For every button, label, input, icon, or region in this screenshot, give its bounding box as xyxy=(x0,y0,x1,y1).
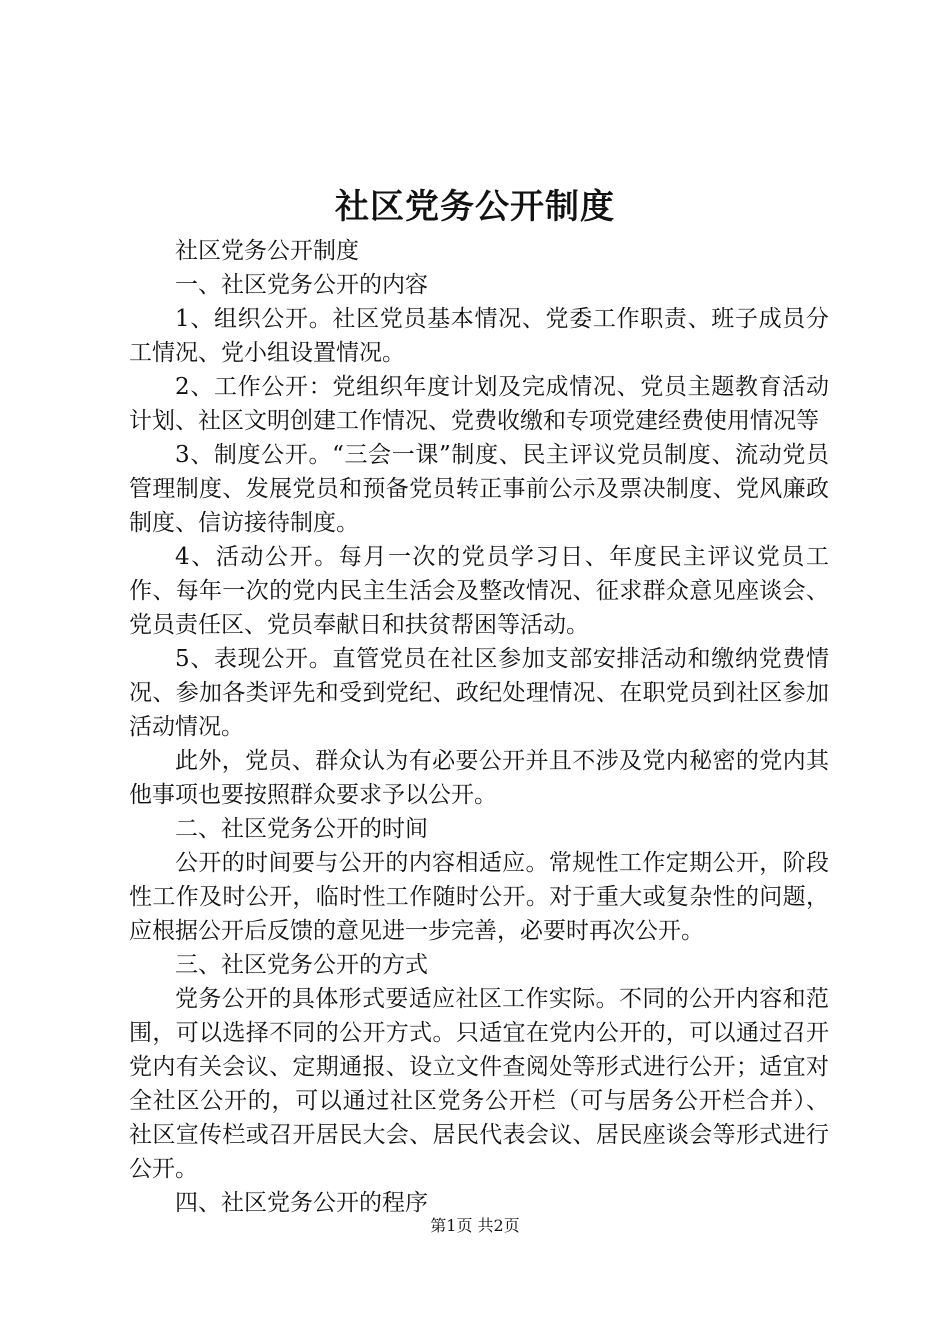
page-title: 社区党务公开制度 xyxy=(335,187,615,227)
paragraph: 4、活动公开。每月一次的党员学习日、年度民主评议党员工作、每年一次的党内民主生活会及整改情况、征求群众意见座谈会、党员责任区、党员奉献日和扶贫帮困等活动。 xyxy=(129,544,829,638)
paragraph: 5、表现公开。直管党员在社区参加支部安排活动和缴纳党费情况、参加各类评先和受到党纪、政纪处理情况、在职党员到社区参加活动情况。 xyxy=(129,646,829,740)
section-heading: 一、社区党务公开的内容 xyxy=(175,272,428,298)
paragraph: 1、组织公开。社区党员基本情况、党委工作职责、班子成员分工情况、党小组设置情况。 xyxy=(129,306,829,366)
section-heading: 二、社区党务公开的时间 xyxy=(175,816,428,842)
paragraph: 2、工作公开：党组织年度计划及完成情况、党员主题教育活动计划、社区文明创建工作情况、党费收缴和专项党建经费使用情况等 xyxy=(129,374,829,434)
paragraph: 此外，党员、群众认为有必要公开并且不涉及党内秘密的党内其他事项也要按照群众要求予以公开。 xyxy=(129,748,829,808)
section-heading: 四、社区党务公开的程序 xyxy=(175,1190,428,1216)
paragraph: 3、制度公开。“三会一课”制度、民主评议党员制度、流动党员管理制度、发展党员和预备党员转正事前公示及票决制度、党风廉政制度、信访接待制度。 xyxy=(129,442,829,536)
document-body xyxy=(129,234,829,1220)
paragraph: 社区党务公开制度 xyxy=(175,238,359,264)
page-footer: 第1页 共2页 xyxy=(430,1216,520,1235)
paragraph: 党务公开的具体形式要适应社区工作实际。不同的公开内容和范围，可以选择不同的公开方式。只适宜在党内公开的，可以通过召开党内有关会议、定期通报、设立文件查阅处等形式进行公开；适宜对全社区公开的，可以通过社区党务公开栏（可与居务公开栏合并）、社区宣传栏或召开居民大会、居民代表会议、居民座谈会等形式进行公开。 xyxy=(129,986,829,1182)
section-heading: 三、社区党务公开的方式 xyxy=(175,952,428,978)
paragraph: 公开的时间要与公开的内容相适应。常规性工作定期公开，阶段性工作及时公开，临时性工作随时公开。对于重大或复杂性的问题，应根据公开后反馈的意见进一步完善，必要时再次公开。 xyxy=(129,850,829,944)
